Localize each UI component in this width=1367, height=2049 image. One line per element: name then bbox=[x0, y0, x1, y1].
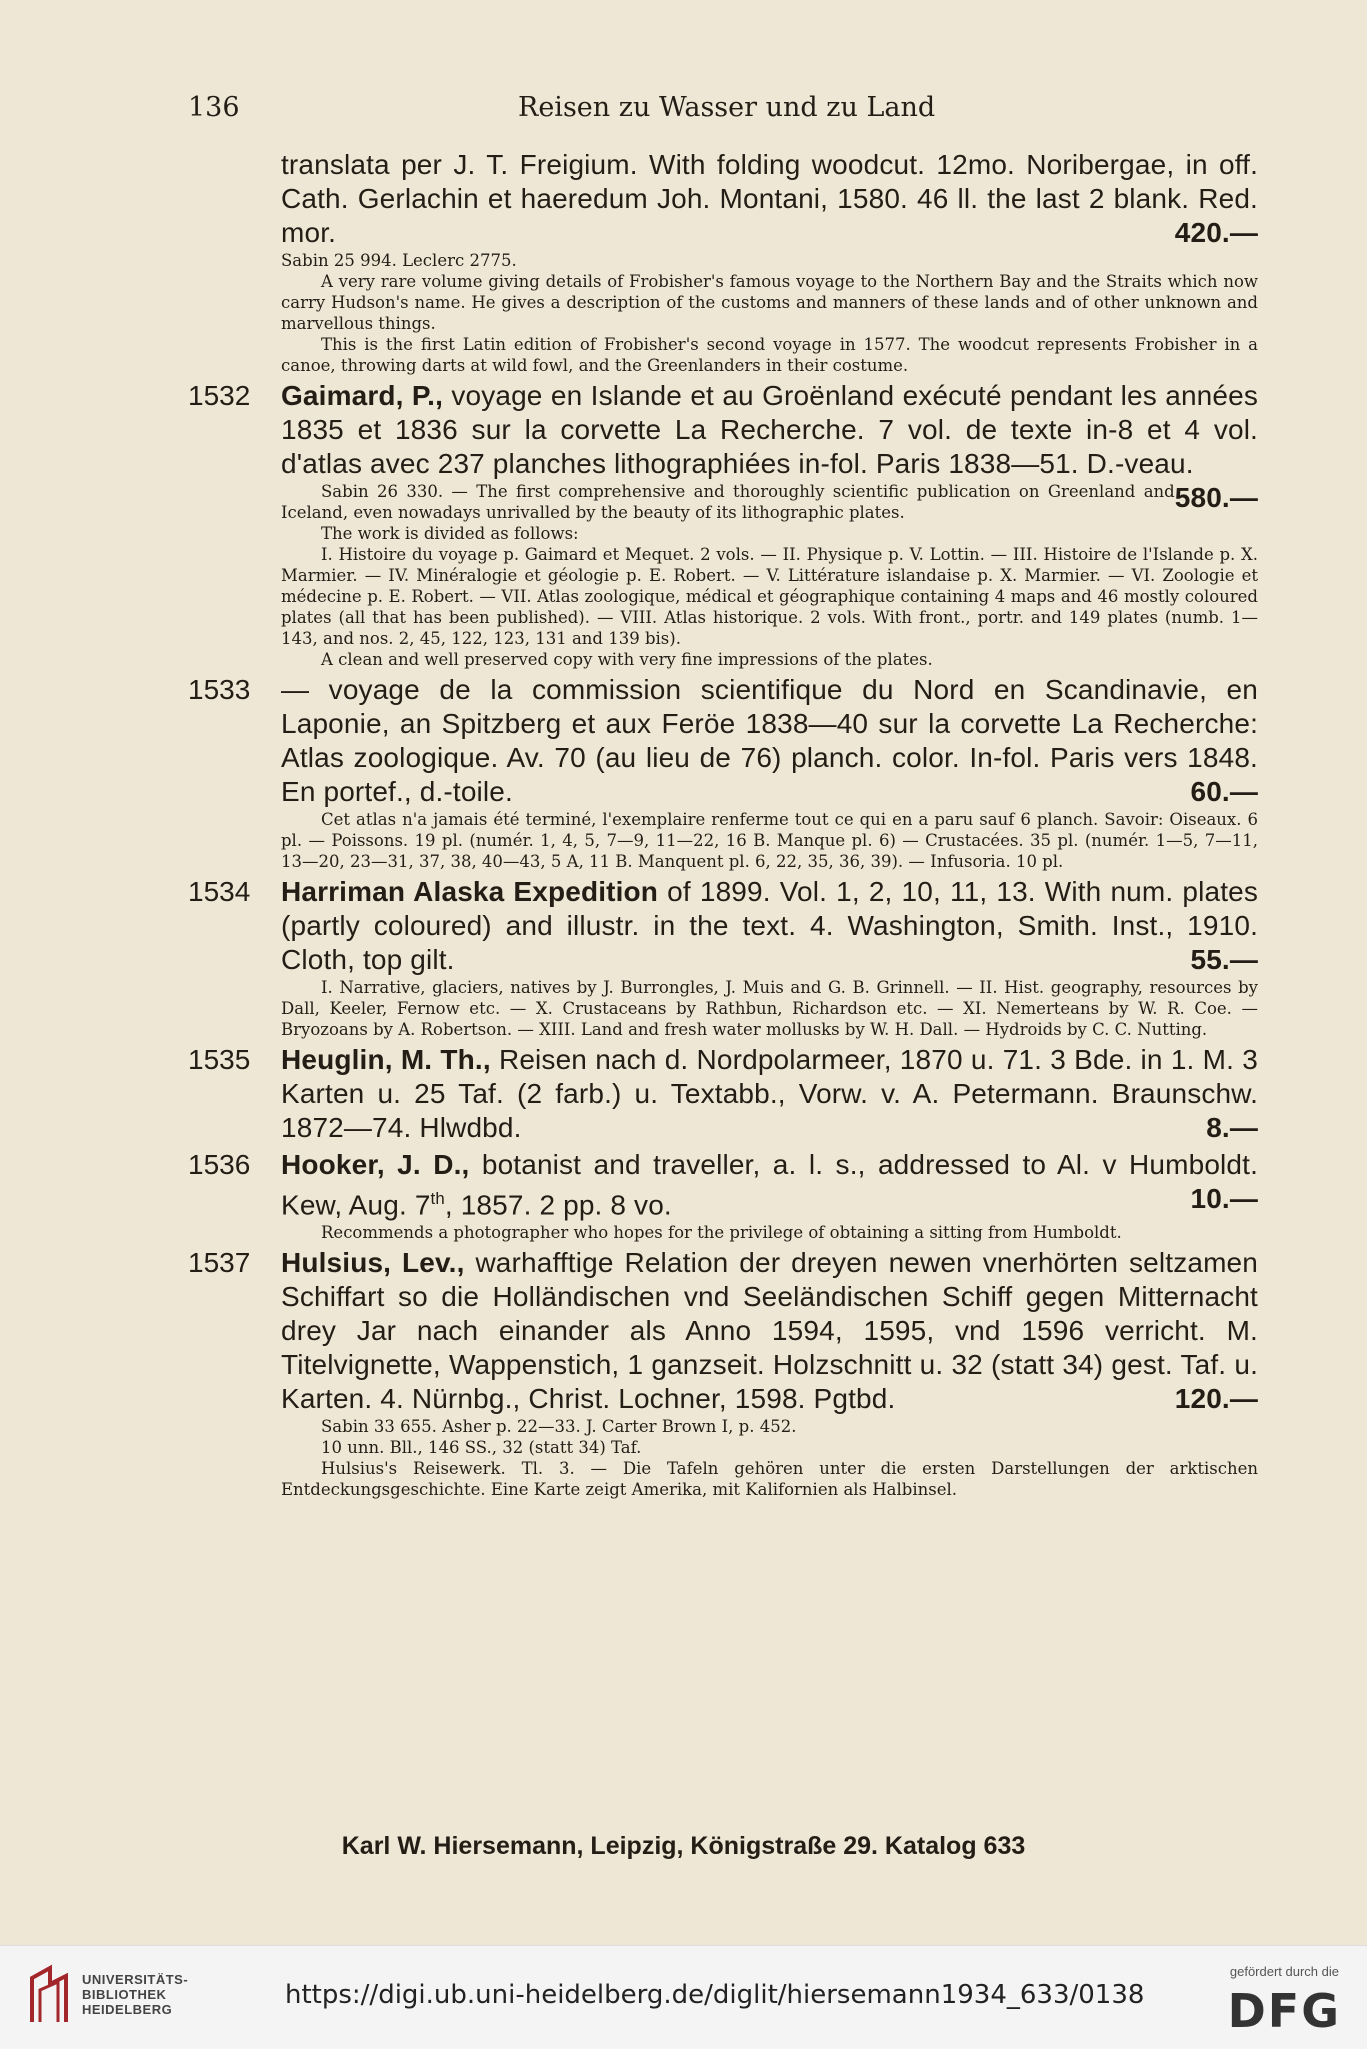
catalog-entry bbox=[188, 1148, 1258, 1243]
entry-text: — voyage de la commission scientifique du Nord en Scandinavie, en Laponie, an Spitzberg et aux Feröe 1838—40 sur la corvette La Recherche: Atlas zoologique. Av. 70 (au lieu de 76) planch. color. In-fol. Paris vers 1848. En portef., d.-toile. 60.— bbox=[281, 674, 1258, 807]
catalog-entry bbox=[188, 673, 1258, 872]
entry-note: I. Histoire du voyage p. Gaimard et Mequet. 2 vols. — II. Physique p. V. Lottin. — III. Histoire de l'Islande p. X. Marmier. — IV. Minéralogie et géologie p. E. Robert. — V. Littérature islandaise p. X. Marmier. — VI. Zoologie et médecine p. E. Robert. — VII. Atlas zoologique, médical et géographique containing 4 maps and 46 mostly coloured plates (all that has been published). — VIII. Atlas historique. 2 vols. With front., portr. and 149 plates (numb. 1—143, and nos. 2, 45, 122, 123, 131 and 139 bis). bbox=[281, 545, 1258, 648]
entry-price: 8.— bbox=[1206, 1112, 1258, 1143]
entry-note: A very rare volume giving details of Frobisher's famous voyage to the Northern Bay and the Straits which now carry Hudson's name. He gives a description of the customs and manners of these lands and of other unknown and marvellous things. bbox=[281, 272, 1258, 333]
running-title: Reisen zu Wasser und zu Land bbox=[518, 92, 936, 123]
catalog-entry bbox=[188, 1246, 1258, 1500]
entry-author: Hulsius, Lev., bbox=[281, 1247, 465, 1279]
entry-note: 10 unn. Bll., 146 SS., 32 (statt 34) Taf. bbox=[321, 1438, 642, 1458]
entry-number: 1533 bbox=[188, 674, 251, 705]
entry-text: Hooker, J. D., botanist and traveller, a. l. s., addressed to Al. v Humboldt. Kew, Aug. 7th, 1857. 2 pp. 8 vo. 10.— bbox=[281, 1149, 1258, 1221]
entry-author: Heuglin, M. Th., bbox=[281, 1044, 491, 1075]
catalog-entry bbox=[188, 1043, 1258, 1145]
entry-text: Gaimard, P., voyage en Islande et au Groënland exécuté pendant les années 1835 et 1836 sur la corvette La Recherche. 7 vol. de texte in-8 et 4 vol. d'atlas avec 237 planches lithographiées in-fol. Paris 1838—51. D.-veau. 580.— bbox=[281, 380, 1258, 513]
catalog-entry bbox=[188, 875, 1258, 1040]
funder-caption: gefördert durch die bbox=[1229, 1964, 1339, 1979]
entry-number: 1537 bbox=[188, 1247, 251, 1279]
entry-price: 10.— bbox=[1190, 1183, 1258, 1214]
entry-note: The work is divided as follows: bbox=[321, 524, 579, 543]
entry-author: Harriman Alaska Expedition bbox=[281, 876, 659, 907]
entry-number: 1534 bbox=[188, 876, 251, 907]
library-name: UNIVERSITÄTS- BIBLIOTHEK HEIDELBERG bbox=[82, 1972, 189, 2017]
entry-price: 120.— bbox=[1174, 1383, 1258, 1415]
entry-note: Sabin 25 994. Leclerc 2775. bbox=[281, 251, 517, 270]
entry-text: Harriman Alaska Expedition of 1899. Vol. 1, 2, 10, 11, 13. With num. plates (partly coloured) and illustr. in the text. 4. Washington, Smith. Inst., 1910. Cloth, top gilt. 55.— bbox=[281, 876, 1258, 975]
entry-price: 60.— bbox=[1190, 776, 1258, 807]
catalog-entry bbox=[188, 379, 1258, 670]
entry-price: 580.— bbox=[1174, 482, 1258, 513]
page-number: 136 bbox=[188, 92, 240, 123]
entry-text: translata per J. T. Freigium. With folding woodcut. 12mo. Noribergae, in off. Cath. Gerlachin et haeredum Joh. Montani, 1580. 46 ll. the last 2 blank. Red. mor. 420.— bbox=[281, 149, 1258, 248]
entry-author: Gaimard, P., bbox=[281, 380, 443, 411]
entry-number: 1536 bbox=[188, 1149, 251, 1180]
entry-note: I. Narrative, glaciers, natives by J. Burrongles, J. Muis and G. B. Grinnell. — II. Hist. geography, resources by Dall, Keeler, Fernow etc. — X. Crustaceans by Rathbun, Richardson etc. — XI. Nemerteans by W. R. Coe. — Bryozoans by A. Robertson. — XIII. Land and fresh water mollusks by W. H. Dall. — Hydroids by C. C. Nutting. bbox=[281, 978, 1258, 1039]
entry-note: Cet atlas n'a jamais été terminé, l'exemplaire renferme tout ce qui en a paru sauf 6 planch. Savoir: Oiseaux. 6 pl. — Poissons. 19 pl. (numér. 1, 4, 5, 7—9, 11—22, 16 B. Manque pl. 6) — Crustacées. 35 pl. (numér. 1—5, 7—11, 13—20, 23—31, 37, 38, 40—43, 5 A, 11 B. Manquent pl. 6, 22, 35, 36, 39). — Infusoria. 10 pl. bbox=[281, 810, 1258, 871]
catalog-entry bbox=[188, 148, 1258, 376]
entry-note: A clean and well preserved copy with very fine impressions of the plates. bbox=[321, 650, 933, 669]
entry-author: Hooker, J. D., bbox=[281, 1149, 470, 1180]
dfg-logo: DFG bbox=[1227, 1984, 1341, 2038]
entry-note: This is the first Latin edition of Frobisher's second voyage in 1577. The woodcut represents Frobisher in a canoe, throwing darts at wild fowl, and the Greenlanders in their costume. bbox=[281, 335, 1258, 375]
entry-text: Heuglin, M. Th., Reisen nach d. Nordpolarmeer, 1870 u. 71. 3 Bde. in 1. M. 3 Karten u. 25 Taf. (2 farb.) u. Textabb., Vorw. v. A. Petermann. Braunschw. 1872—74. Hlwdbd. 8.— bbox=[281, 1044, 1258, 1143]
entry-text: Hulsius, Lev., warhafftige Relation der dreyen newen vnerhörten seltzamen Schiffart so die Holländischen vnd Seeländischen Schiff gegen Mitternacht drey Jar nach einander als Anno 1594, 1595, vnd 1596 verricht. M. Titelvignette, Wappenstich, 1 ganzseit. Holzschnitt u. 32 (statt 34) gest. Taf. u. Karten. 4. Nürnbg., Christ. Lochner, 1598. Pgtbd. 120.— bbox=[281, 1247, 1258, 1415]
entry-number: 1532 bbox=[188, 380, 251, 411]
entry-price: 420.— bbox=[1174, 217, 1258, 248]
catalog-content bbox=[188, 148, 1258, 1500]
entry-note: Sabin 33 655. Asher p. 22—33. J. Carter Brown I, p. 452. bbox=[321, 1417, 797, 1437]
viewer-footer-bar bbox=[0, 1945, 1367, 2049]
library-logo-icon bbox=[28, 1964, 72, 2026]
entry-price: 55.— bbox=[1190, 944, 1258, 975]
entry-note: Recommends a photographer who hopes for the privilege of obtaining a sitting from Humboldt. bbox=[321, 1223, 1122, 1243]
page-header bbox=[188, 92, 1258, 132]
entry-note: Hulsius's Reisewerk. Tl. 3. — Die Tafeln gehören unter die ersten Darstellungen der arktischen Entdeckungsgeschichte. Eine Karte zeigt Amerika, mit Kalifornien als Halbinsel. bbox=[281, 1459, 1258, 1500]
entry-number: 1535 bbox=[188, 1044, 251, 1075]
permalink-url[interactable]: https://digi.ub.uni-heidelberg.de/diglit/hiersemann1934_633/0138 bbox=[285, 1980, 1145, 2010]
publisher-footer: Karl W. Hiersemann, Leipzig, Königstraße 29. Katalog 633 bbox=[341, 1832, 1026, 1860]
entry-note: Sabin 26 330. — The first comprehensive and thoroughly scientific publication on Greenland and Iceland, even nowadays unrivalled by the beauty of its lithographic plates. bbox=[281, 482, 1175, 522]
